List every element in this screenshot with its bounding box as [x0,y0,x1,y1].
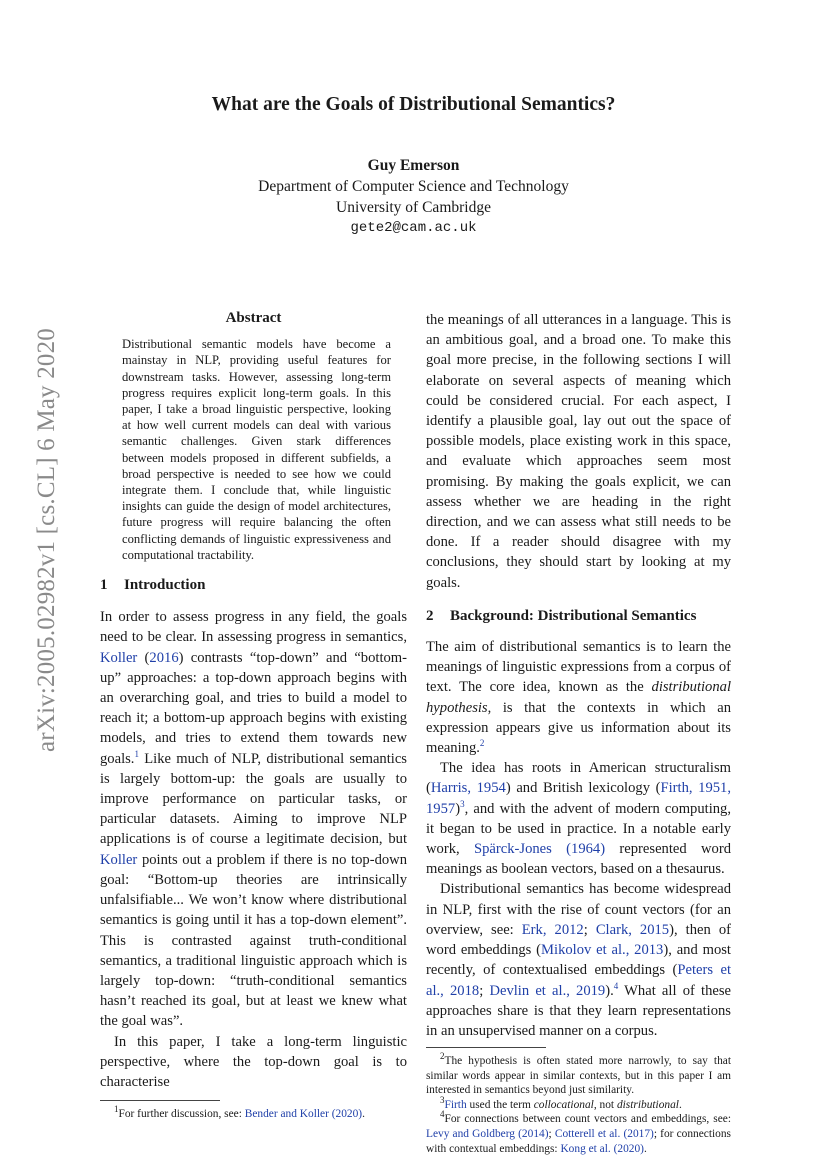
citation-clark[interactable]: Clark, 2015 [595,921,670,938]
arxiv-identifier-stamp [22,327,72,753]
left-column [100,308,407,1122]
section-1-heading [100,575,407,595]
citation-erk[interactable]: Erk, 2012 [521,921,584,938]
footnote-ref-4[interactable]: 4 [613,980,619,991]
section-2-title: Background: Distributional Semantics [450,607,697,624]
citation-sparck-jones[interactable]: Spärck-Jones (1964) [474,841,606,858]
footnote-ref-3[interactable]: 3 [460,798,465,809]
footnote-4: $^4$For connections between count vectors and embeddings, see: Levy and Goldberg (2014); Cotterell et al. (2017); for connections with contextual embeddings: Kong et al. (2020). [426,1109,731,1155]
footnote-3: $^3$Firth used the term collocational, not distributional. [440,1095,682,1111]
footnote-1: $^1$For further discussion, see: Bender and Koller (2020). [114,1104,365,1121]
section-2-number: 2 [426,607,434,624]
section-1-paragraph-1: In order to assess progress in any field, the goals need to be clear. In assessing progress in semantics, Koller (2016) contrasts “top-down” and “bottom-up” approaches: a top-down approach begins with an overarching goal, and tries to build a model to reach it; a bottom-up approach begins with existing models, and tries to extend them towards new goals.$^1$ Like much of NLP, distributional semantics is largely bottom-up: the goals are usually to improve performance on particular tasks, or particular datasets. Aiming to improve NLP applications is of course a legitimate decision, but Koller points out a problem if there is no top-down goal: “Bottom-up theories are intrinsically unfalsifiable... We won’t know where distributional semantics is going until it has a top-down element”. This is contrasted against truth-conditional semantics, a traditional linguistic approach which is largely top-down: “truth-conditional semantics hasn’t reached its goal, but at least we knew what the goal was”. [100,609,408,1030]
citation-harris[interactable]: Harris, 1954 [430,780,506,797]
section-2-heading [426,606,731,626]
footnote-2: $^2$The hypothesis is often stated more narrowly, to say that similar words appear in similar contexts, but in this paper I am interested in semantics beyond just similarity. [426,1051,731,1097]
footnote-ref-1[interactable]: 1 [134,748,139,759]
author-email: gete2@cam.ac.uk [350,220,477,236]
author-block [0,155,827,239]
citation-mikolov[interactable]: Mikolov et al., 2013 [541,942,664,959]
citation-peters[interactable]: Peters et al., 2018 [426,962,731,999]
section-1-number: 1 [100,577,108,594]
arxiv-stamp-text: arXiv:2005.02982v1 [cs.CL] 6 May 2020 [33,327,60,753]
intro-continuation-paragraph: the meanings of all utterances in a language. This is an ambitious goal, and a broad one. To make this goal more precise, in the following sections I will elaborate on several aspects of meaning which could be considered crucial. For each aspect, I identify a plausible goal, lay out out the space of possible models, place existing work in this space, and evaluate which approaches seem most promising. By making the goals explicit, we can assess whether we are heading in the right direction, and we can assess what still needs to be done. If a reader should disagree with my conclusions, they should start by looking at my goals. [426,312,731,591]
author-name: Guy Emerson [367,157,460,174]
citation-koller[interactable]: Koller [100,649,138,666]
abstract-heading: Abstract [225,310,282,326]
footnote-ref-2[interactable]: 2 [479,738,485,749]
citation-devlin[interactable]: Devlin et al., 2019 [489,982,606,999]
section-2-paragraph-3: Distributional semantics has become widespread in NLP, first with the rise of count vectors (for an overview, see: Erk, 2012; Clark, 2015), then of word embeddings (Mikolov et al., 2013), and most recently, of contextualised embeddings (Peters et al., 2018; Devlin et al., 2019).$^4$ What all of these approaches share is that they learn representations in an unsupervised manner on a corpus. [426,881,732,1039]
citation-firth-footnote[interactable]: Firth [444,1098,467,1111]
section-1-title: Introduction [124,577,206,594]
citation-firth[interactable]: Firth, 1951, 1957 [426,780,731,817]
author-department: Department of Computer Science and Technology [258,178,569,195]
citation-koller-2[interactable]: Koller [100,851,138,868]
citation-levy-goldberg[interactable]: Levy and Goldberg (2014) [426,1128,549,1141]
footnote-divider [100,1100,220,1101]
citation-kong[interactable]: Kong et al. (2020) [560,1142,644,1155]
citation-bender-koller[interactable]: Bender and Koller (2020) [244,1108,363,1121]
citation-cotterell[interactable]: Cotterell et al. (2017) [554,1128,654,1141]
author-university: University of Cambridge [336,199,491,216]
section-1-paragraph-2: In this paper, I take a long-term linguistic perspective, where the top-down goal is to characterise [100,1033,407,1090]
section-2-paragraph-2: The idea has roots in American structuralism (Harris, 1954) and British lexicology (Firth, 1951, 1957)$^3$, and with the advent of modern computing, it began to be used in practice. In a notable early work, Spärck-Jones (1964) represented word meanings as boolean vectors, based on a thesaurus. [426,760,732,878]
abstract-text: Distributional semantic models have become a mainstay in NLP, providing useful features for downstream tasks. However, assessing long-term progress requires explicit long-term goals. In this paper, I take a broad linguistic perspective, looking at how well current models can deal with various semantic challenges. Given stark differences between models proposed in different subfields, a broad perspective is needed to see how we could integrate them. I conclude that, while linguistic insights can guide the design of model architectures, future progress will require balancing the often conflicting demands of linguistic expressiveness and computational tractability. [122,337,391,562]
paper-title: What are the Goals of Distributional Semantics? [211,94,616,115]
footnote-divider-right [426,1047,546,1048]
section-2-paragraph-1: The aim of distributional semantics is to learn the meanings of linguistic expressions from a corpus of text. The core idea, known as the distributional hypothesis, is that the contexts in which an expression appears give us information about its meaning.$^2$ [426,639,731,757]
right-column [426,310,731,1156]
citation-koller-year[interactable]: 2016 [149,649,179,666]
